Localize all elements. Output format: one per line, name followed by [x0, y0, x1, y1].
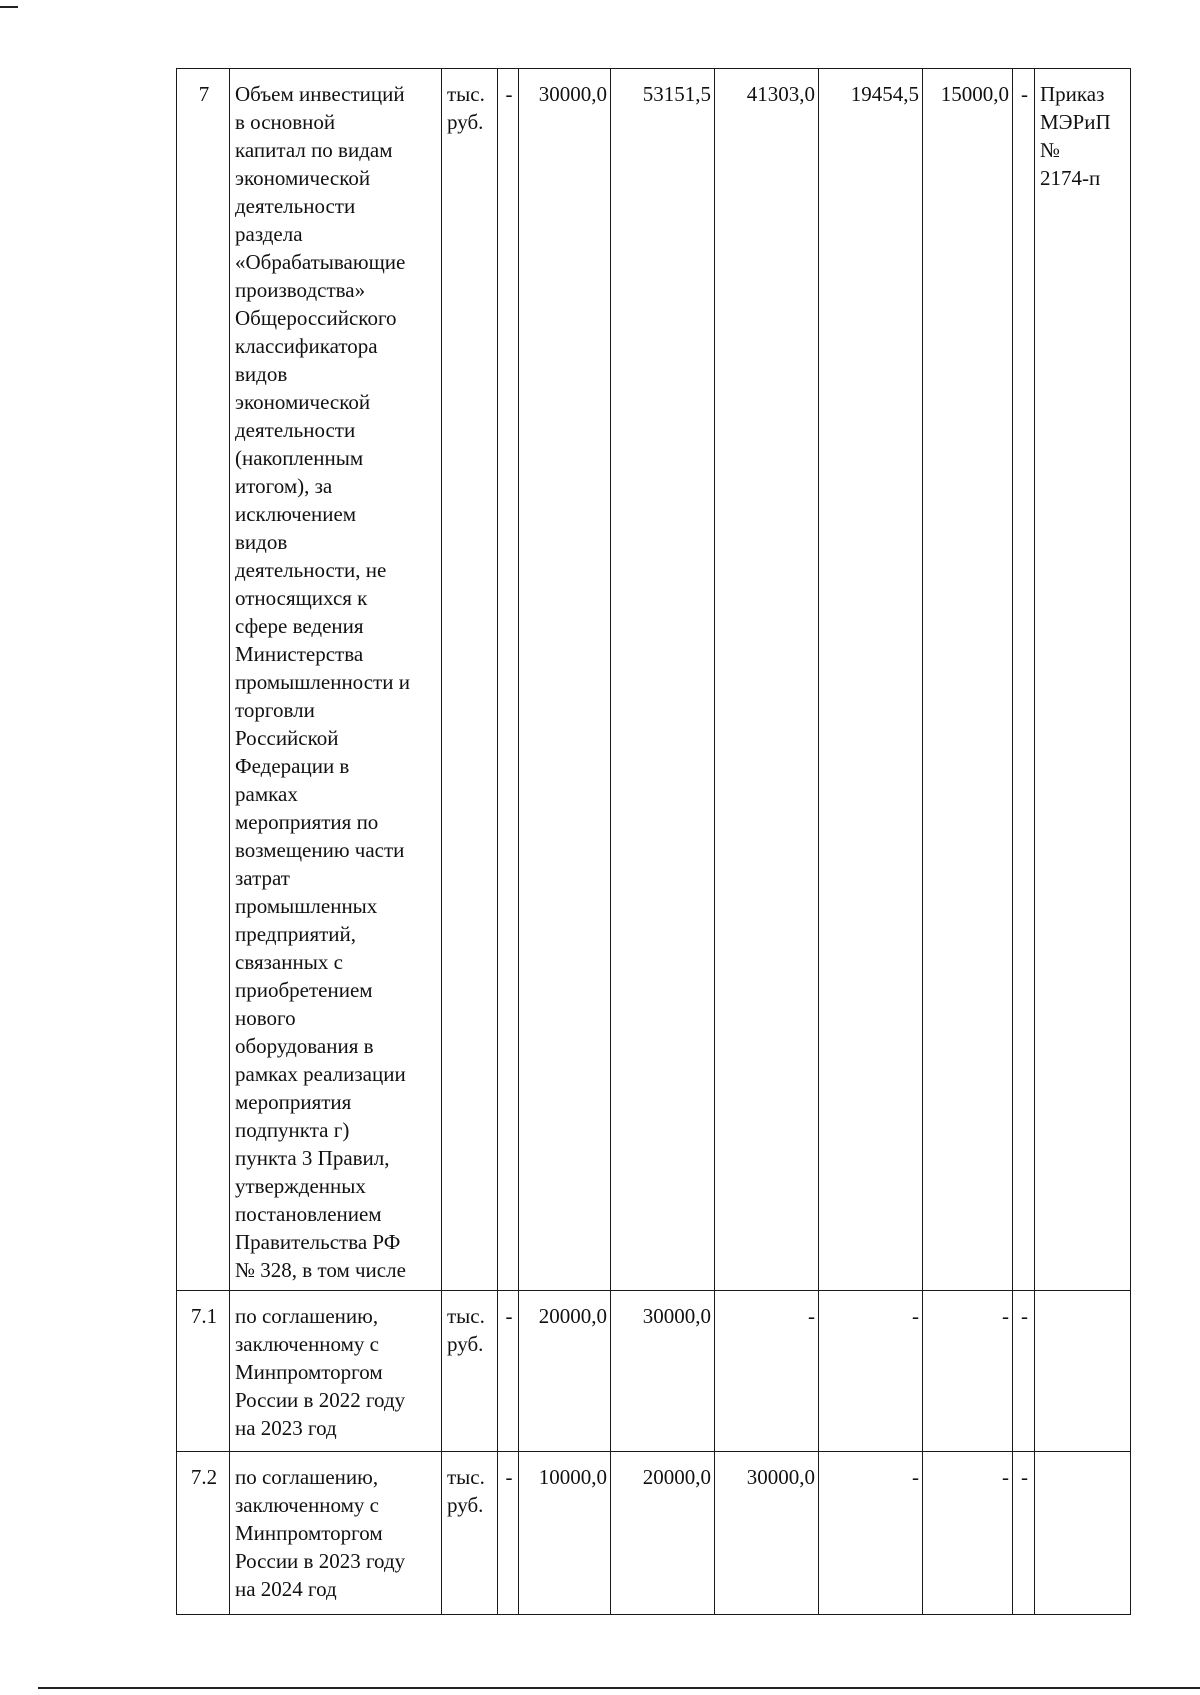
indicator-name: Объем инвестиций в основной капитал по видам экономической деятельности раздела «Обрабатывающие производства» Общероссийского классификатора видов экономической деятельности (накопленным итогом), за исключением видов деятельности, не относящихся к сфере ведения Министерства промышленности и торговли Российской Федерации в рамках мероприятия по возмещению части затрат промышленных предприятий, связанных с приобретением нового оборудования в рамках реализации мероприятия подпункта г) пункта 3 Правил, утвержденных постановлением Правительства РФ № 328, в том числе: [230, 69, 442, 1291]
value-3: 30000,0: [715, 1452, 819, 1615]
base-value: -: [498, 1452, 519, 1615]
value-4: -: [819, 1291, 923, 1452]
value-6: -: [1013, 69, 1035, 1291]
table-row-7-2: [177, 1452, 1131, 1615]
table-row-7-1: [177, 1291, 1131, 1452]
value-3: 41303,0: [715, 69, 819, 1291]
value-5: 15000,0: [923, 69, 1013, 1291]
value-4: 19454,5: [819, 69, 923, 1291]
indicators-table: [176, 68, 1131, 1615]
value-1: 10000,0: [519, 1452, 611, 1615]
source-document: [1035, 1452, 1131, 1615]
value-2: 53151,5: [611, 69, 715, 1291]
unit-of-measure: тыс. руб.: [442, 69, 498, 1291]
unit-of-measure: тыс. руб.: [442, 1291, 498, 1452]
value-1: 30000,0: [519, 69, 611, 1291]
footer-rule: [38, 1687, 1200, 1689]
value-2: 30000,0: [611, 1291, 715, 1452]
value-5: -: [923, 1452, 1013, 1615]
value-2: 20000,0: [611, 1452, 715, 1615]
indicator-name: по соглашению, заключенному с Минпромторгом России в 2022 году на 2023 год: [230, 1291, 442, 1452]
row-number: 7.2: [177, 1452, 230, 1615]
value-6: -: [1013, 1452, 1035, 1615]
page-corner-mark: [0, 6, 18, 8]
indicator-name: по соглашению, заключенному с Минпромторгом России в 2023 году на 2024 год: [230, 1452, 442, 1615]
table-row-7: [177, 69, 1131, 1291]
unit-of-measure: тыс. руб.: [442, 1452, 498, 1615]
source-document: [1035, 1291, 1131, 1452]
row-number: 7.1: [177, 1291, 230, 1452]
value-1: 20000,0: [519, 1291, 611, 1452]
base-value: -: [498, 1291, 519, 1452]
base-value: -: [498, 69, 519, 1291]
value-5: -: [923, 1291, 1013, 1452]
row-number: 7: [177, 69, 230, 1291]
value-6: -: [1013, 1291, 1035, 1452]
value-3: -: [715, 1291, 819, 1452]
value-4: -: [819, 1452, 923, 1615]
source-document: Приказ МЭРиП № 2174-п: [1035, 69, 1131, 1291]
